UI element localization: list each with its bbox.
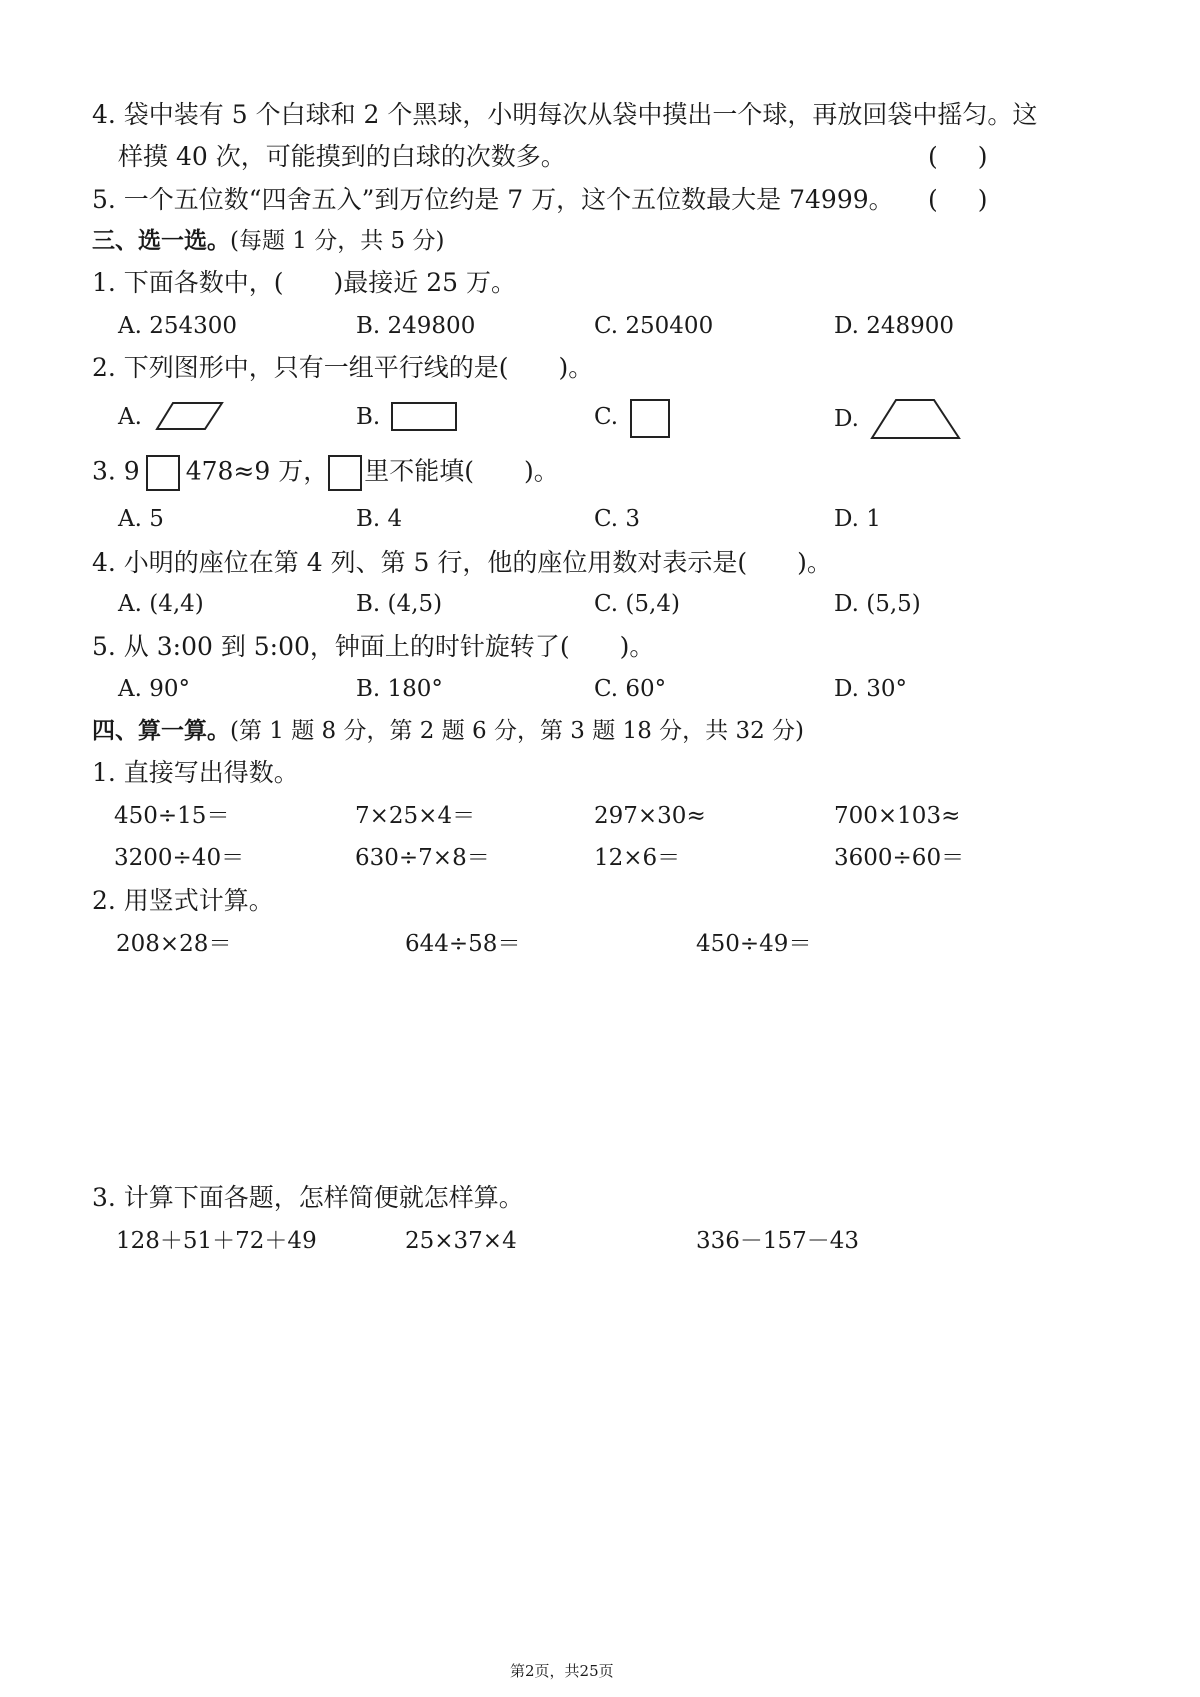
judge-q5: 5. 一个五位数“四舍五入”到万位约是 7 万，这个五位数最大是 74999。: [92, 185, 894, 214]
s4-p3-item: 128＋51＋72＋49: [116, 1228, 317, 1254]
s3-q3-option-d[interactable]: D. 1: [834, 506, 881, 532]
section3-heading: [92, 226, 444, 256]
s3-q1-option-c[interactable]: C. 250400: [594, 313, 714, 339]
s4-p2-title: 2. 用竖式计算。: [92, 886, 274, 915]
s3-q3-pre: 3. 9: [92, 456, 140, 486]
s3-q4: 4. 小明的座位在第 4 列、第 5 行，他的座位用数对表示是( )。: [92, 548, 832, 577]
s4-p2-item: 450÷49＝: [696, 931, 812, 957]
s4-p1-item: 297×30≈: [594, 803, 706, 829]
page-footer: 第2页，共25页: [510, 1662, 614, 1680]
section4-title: 四、算一算。: [92, 717, 230, 744]
s3-q2-option-b[interactable]: B.: [356, 404, 381, 430]
s3-q5-option-d[interactable]: D. 30°: [834, 676, 908, 702]
s3-q4-option-c[interactable]: C. (5,4): [594, 591, 680, 617]
section4-heading: [92, 716, 804, 746]
judge-q4-line1: 4. 袋中装有 5 个白球和 2 个黑球，小明每次从袋中摸出一个球，再放回袋中摇匀。这: [92, 100, 1038, 129]
s4-p3-item: 336－157－43: [696, 1228, 860, 1254]
s4-p3-item: 25×37×4: [405, 1228, 517, 1254]
s3-q2-option-d[interactable]: D.: [834, 406, 859, 432]
section4-note: (第 1 题 8 分，第 2 题 6 分，第 3 题 18 分，共 32 分): [230, 718, 805, 744]
s3-q4-option-a[interactable]: A. (4,4): [118, 591, 204, 617]
rectangle-shape: [391, 402, 459, 432]
section3-title: 三、选一选。: [92, 227, 230, 254]
s4-p3-title: 3. 计算下面各题，怎样简便就怎样算。: [92, 1183, 524, 1212]
s3-q2-option-a[interactable]: A.: [118, 404, 142, 430]
s4-p1-item: 700×103≈: [834, 803, 961, 829]
judge-q4-line2: 样摸 40 次，可能摸到的白球的次数多。: [118, 142, 566, 171]
s3-q5: 5. 从 3:00 到 5:00，钟面上的时针旋转了( )。: [92, 632, 655, 661]
s3-q5-option-c[interactable]: C. 60°: [594, 676, 667, 702]
s3-q4-option-b[interactable]: B. (4,5): [356, 591, 443, 617]
s3-q2-option-c[interactable]: C.: [594, 404, 619, 430]
s3-q4-option-d[interactable]: D. (5,5): [834, 591, 921, 617]
s3-q3-post: 里不能填( )。: [364, 456, 559, 486]
s4-p1-item: 7×25×4＝: [355, 803, 476, 829]
s3-q3-option-a[interactable]: A. 5: [118, 506, 164, 532]
s3-q5-option-a[interactable]: A. 90°: [118, 676, 190, 702]
s3-q1-option-b[interactable]: B. 249800: [356, 313, 476, 339]
s3-q2: 2. 下列图形中，只有一组平行线的是( )。: [92, 353, 594, 382]
s3-q1-option-a[interactable]: A. 254300: [118, 313, 238, 339]
s3-q5-option-b[interactable]: B. 180°: [356, 676, 443, 702]
square-shape: [630, 399, 672, 439]
s3-q1: 1. 下面各数中，( )最接近 25 万。: [92, 268, 517, 297]
s3-q1-option-d[interactable]: D. 248900: [834, 313, 955, 339]
s4-p2-item: 644÷58＝: [405, 931, 521, 957]
blank-box[interactable]: [146, 455, 180, 491]
parallelogram-shape: [155, 401, 225, 433]
trapezoid-shape: [870, 398, 962, 440]
s4-p1-item: 3200÷40＝: [114, 845, 245, 871]
section3-note: (每题 1 分，共 5 分): [230, 228, 445, 254]
blank-box[interactable]: [328, 455, 362, 491]
s3-q3-option-c[interactable]: C. 3: [594, 506, 641, 532]
s3-q3: [92, 455, 559, 491]
s4-p1-title: 1. 直接写出得数。: [92, 758, 299, 787]
s4-p1-item: 450÷15＝: [114, 803, 230, 829]
judge-q4-answer-paren[interactable]: (): [928, 142, 1028, 171]
s3-q3-mid: 478≈9 万，: [185, 456, 329, 486]
s4-p1-item: 630÷7×8＝: [355, 845, 490, 871]
s4-p1-item: 3600÷60＝: [834, 845, 965, 871]
judge-q5-answer-paren[interactable]: (): [928, 185, 1028, 214]
s4-p2-item: 208×28＝: [116, 931, 232, 957]
s3-q3-option-b[interactable]: B. 4: [356, 506, 403, 532]
s4-p1-item: 12×6＝: [594, 845, 681, 871]
